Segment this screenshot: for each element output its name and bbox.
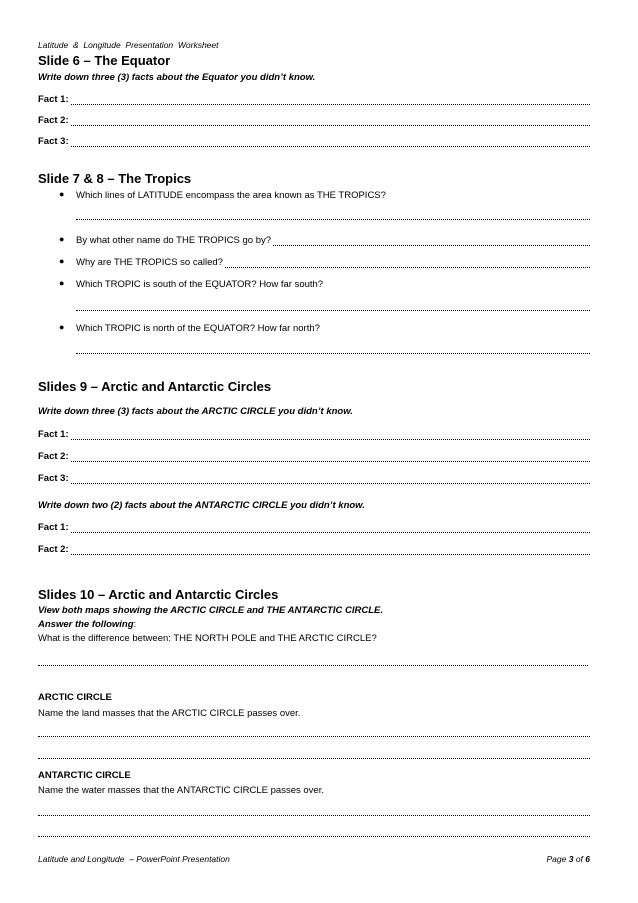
slide10-instruction: View both maps showing the ARCTIC CIRCLE and THE ANTARCTIC CIRCLE. [38,605,383,616]
worksheet-header: Latitude & Longitude Presentation Worksheet [38,40,219,50]
arctic-fact2 [38,451,590,462]
answer-line[interactable] [71,118,590,126]
answer-line[interactable] [38,736,590,737]
slide9-instruction-antarctic: Write down two (2) facts about the ANTARCTIC CIRCLE you didn’t know. [38,500,365,511]
fact-label: Fact 3: [38,473,69,484]
slide6-fact3 [38,136,590,147]
difference-question: What is the difference between: THE NORTH POLE and THE ARCTIC CIRCLE? [38,633,377,644]
answer-line[interactable] [38,758,590,759]
arctic-circle-question: Name the land masses that the ARCTIC CIRCLE passes over. [38,708,301,719]
slide9-heading: Slides 9 – Arctic and Antarctic Circles [38,379,272,394]
answer-line[interactable] [38,815,590,816]
fact-label: Fact 1: [38,522,69,533]
slide6-fact1 [38,94,590,105]
answer-line[interactable] [71,547,590,555]
bullet-icon: ● [59,278,65,288]
answer-line[interactable] [38,836,590,837]
answer-line[interactable] [273,238,590,246]
bullet-icon: ● [59,256,65,266]
slide78-heading: Slide 7 & 8 – The Tropics [38,171,192,186]
answer-line[interactable] [71,139,590,147]
bullet-icon: ● [59,234,65,244]
tropics-question-5 [59,322,590,334]
antarctic-circle-label: ANTARCTIC CIRCLE [38,770,131,781]
tropics-question-2 [59,234,590,246]
slide6-heading: Slide 6 – The Equator [38,53,171,68]
question-text: Which lines of LATITUDE encompass the area known as THE TROPICS? [76,190,386,201]
page-number [547,854,591,864]
tropics-question-3 [59,256,590,268]
fact-label: Fact 2: [38,544,69,555]
fact-label: Fact 1: [38,94,69,105]
page-prefix: Page [546,854,569,864]
answer-line[interactable] [225,260,590,268]
answer-following-colon: : [133,619,137,630]
arctic-fact1 [38,429,590,440]
page-total: 6 [585,854,590,864]
bullet-icon: ● [59,189,65,199]
answer-line[interactable] [71,454,590,462]
question-text: Why are THE TROPICS so called? [76,257,223,268]
fact-label: Fact 2: [38,115,69,126]
fact-label: Fact 2: [38,451,69,462]
footer-title: Latitude and Longitude – PowerPoint Presentation [38,854,230,864]
slide6-instruction: Write down three (3) facts about the Equator you didn’t know. [38,72,316,83]
answer-line[interactable] [71,476,590,484]
antarctic-fact2 [38,544,590,555]
answer-line[interactable] [76,353,590,354]
slide10-heading: Slides 10 – Arctic and Antarctic Circles [38,587,279,602]
slide9-instruction-arctic: Write down three (3) facts about the ARCTIC CIRCLE you didn’t know. [38,406,353,417]
page-current: 3 [568,854,574,864]
answer-line[interactable] [38,665,588,666]
bullet-icon: ● [59,322,65,332]
answer-line[interactable] [71,97,590,105]
antarctic-circle-question: Name the water masses that the ANTARCTIC CIRCLE passes over. [38,785,324,796]
answer-line[interactable] [71,525,590,533]
answer-following-label [38,619,136,630]
answer-line[interactable] [76,310,590,311]
answer-line[interactable] [71,432,590,440]
antarctic-fact1 [38,522,590,533]
fact-label: Fact 1: [38,429,69,440]
fact-label: Fact 3: [38,136,69,147]
page-of: of [573,854,586,864]
arctic-fact3 [38,473,590,484]
answer-following-text: Answer the following [38,619,134,630]
tropics-question-1 [59,189,590,201]
tropics-question-4 [59,278,590,290]
question-text: Which TROPIC is south of the EQUATOR? How far south? [76,279,324,290]
slide6-fact2 [38,115,590,126]
arctic-circle-label: ARCTIC CIRCLE [38,692,112,703]
question-text: By what other name do THE TROPICS go by? [76,235,272,246]
answer-line[interactable] [76,219,590,220]
question-text: Which TROPIC is north of the EQUATOR? How far north? [76,323,320,334]
